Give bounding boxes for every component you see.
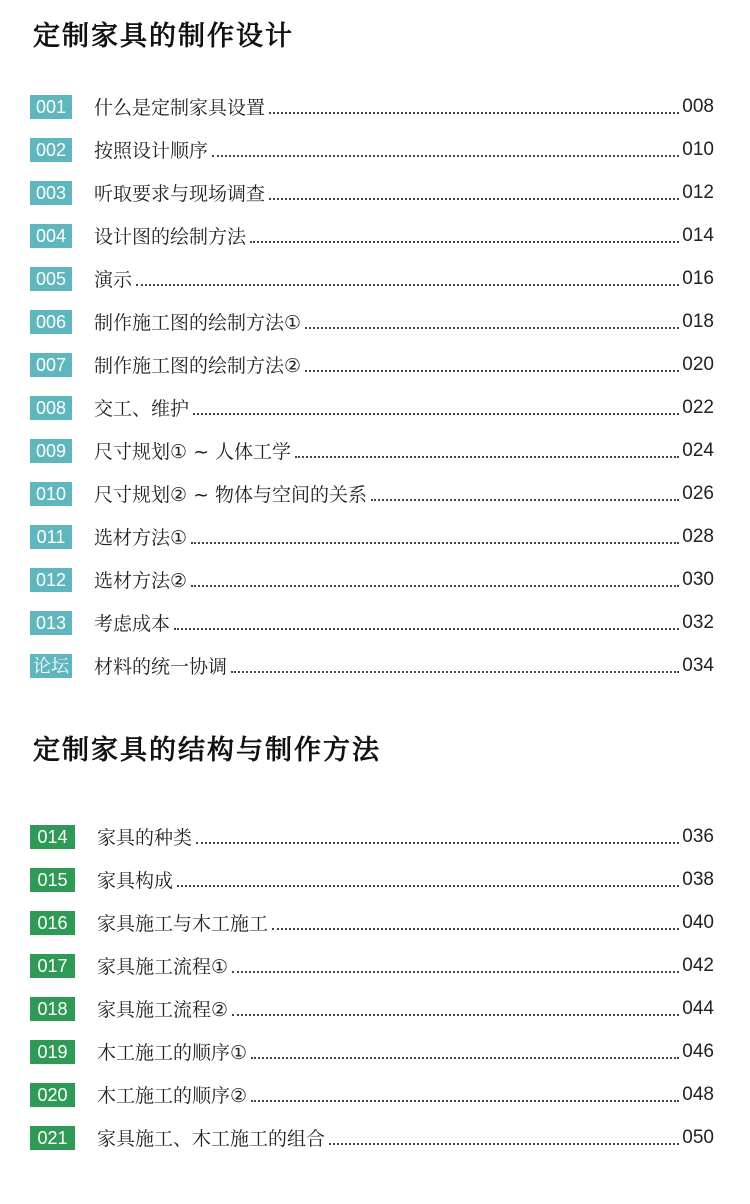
- toc-entry-title[interactable]: 家具施工流程①: [97, 956, 229, 978]
- page-number[interactable]: 030: [682, 568, 714, 590]
- chapter-number-badge: 011: [30, 525, 72, 549]
- page-number[interactable]: 010: [682, 138, 714, 160]
- page-number[interactable]: 042: [682, 954, 714, 976]
- dot-leader: [251, 1100, 679, 1102]
- page-number[interactable]: 048: [682, 1083, 714, 1105]
- toc-entry[interactable]: [30, 128, 714, 171]
- chapter-number-badge: 018: [30, 997, 75, 1021]
- chapter-number-badge: 003: [30, 181, 72, 205]
- toc-entry-title[interactable]: 尺寸规划② ~ 物体与空间的关系: [94, 484, 368, 506]
- dot-leader: [272, 928, 679, 930]
- dot-leader: [295, 456, 679, 458]
- toc-entry[interactable]: [30, 858, 714, 901]
- page-number[interactable]: 026: [682, 482, 714, 504]
- page-number[interactable]: 034: [682, 654, 714, 676]
- toc-entry[interactable]: [30, 257, 714, 300]
- dot-leader: [305, 327, 679, 329]
- page-number[interactable]: 046: [682, 1040, 714, 1062]
- page-number[interactable]: 036: [682, 825, 714, 847]
- dot-leader: [212, 155, 679, 157]
- toc-entry[interactable]: [30, 343, 714, 386]
- toc-entry[interactable]: [30, 815, 714, 858]
- dot-leader: [232, 1014, 679, 1016]
- page-number[interactable]: 014: [682, 224, 714, 246]
- section-1-title: 定制家具的制作设计: [33, 21, 294, 52]
- chapter-number-badge: 012: [30, 568, 72, 592]
- toc-entry-title[interactable]: 选材方法②: [94, 570, 188, 592]
- chapter-number-badge: 021: [30, 1126, 75, 1150]
- toc-section-2: [30, 815, 714, 1159]
- page-number[interactable]: 040: [682, 911, 714, 933]
- page-number[interactable]: 024: [682, 439, 714, 461]
- dot-leader: [269, 112, 679, 114]
- toc-entry-title[interactable]: 按照设计顺序: [94, 140, 209, 162]
- toc-section-1: [30, 85, 714, 687]
- dot-leader: [231, 671, 679, 673]
- toc-entry-title[interactable]: 演示: [94, 269, 133, 291]
- toc-entry[interactable]: [30, 1073, 714, 1116]
- dot-leader: [191, 542, 679, 544]
- page-number[interactable]: 050: [682, 1126, 714, 1148]
- dot-leader: [191, 585, 679, 587]
- chapter-number-badge: 007: [30, 353, 72, 377]
- toc-entry[interactable]: [30, 601, 714, 644]
- toc-entry-title[interactable]: 考虑成本: [94, 613, 171, 635]
- toc-entry[interactable]: [30, 386, 714, 429]
- chapter-number-badge: 008: [30, 396, 72, 420]
- toc-entry-title[interactable]: 材料的统一协调: [94, 656, 228, 678]
- dot-leader: [250, 241, 679, 243]
- toc-entry-title[interactable]: 木工施工的顺序②: [97, 1085, 248, 1107]
- toc-entry-title[interactable]: 家具的种类: [97, 827, 193, 849]
- chapter-number-badge: 017: [30, 954, 75, 978]
- chapter-number-badge: 005: [30, 267, 72, 291]
- toc-entry[interactable]: [30, 300, 714, 343]
- toc-entry-title[interactable]: 选材方法①: [94, 527, 188, 549]
- toc-entry-title[interactable]: 家具施工与木工施工: [97, 913, 269, 935]
- page-number[interactable]: 028: [682, 525, 714, 547]
- toc-entry-title[interactable]: 交工、维护: [94, 398, 190, 420]
- chapter-number-badge: 020: [30, 1083, 75, 1107]
- dot-leader: [177, 885, 679, 887]
- dot-leader: [371, 499, 679, 501]
- chapter-number-badge: 013: [30, 611, 72, 635]
- chapter-number-badge: 014: [30, 825, 75, 849]
- dot-leader: [232, 971, 679, 973]
- chapter-number-badge: 002: [30, 138, 72, 162]
- dot-leader: [196, 842, 679, 844]
- page-number[interactable]: 016: [682, 267, 714, 289]
- chapter-number-badge: 015: [30, 868, 75, 892]
- page-number[interactable]: 038: [682, 868, 714, 890]
- toc-entry[interactable]: [30, 472, 714, 515]
- toc-entry[interactable]: [30, 987, 714, 1030]
- page-number[interactable]: 012: [682, 181, 714, 203]
- dot-leader: [193, 413, 679, 415]
- chapter-number-badge: 论坛: [30, 654, 72, 678]
- toc-entry-title[interactable]: 制作施工图的绘制方法①: [94, 312, 302, 334]
- toc-entry-title[interactable]: 木工施工的顺序①: [97, 1042, 248, 1064]
- chapter-number-badge: 016: [30, 911, 75, 935]
- dot-leader: [136, 284, 679, 286]
- chapter-number-badge: 019: [30, 1040, 75, 1064]
- toc-entry[interactable]: [30, 515, 714, 558]
- toc-entry[interactable]: [30, 644, 714, 687]
- page-number[interactable]: 020: [682, 353, 714, 375]
- toc-entry-title[interactable]: 听取要求与现场调查: [94, 183, 266, 205]
- toc-entry[interactable]: [30, 944, 714, 987]
- page-number[interactable]: 018: [682, 310, 714, 332]
- toc-entry[interactable]: [30, 1030, 714, 1073]
- toc-entry[interactable]: [30, 1116, 714, 1159]
- section-2-title: 定制家具的结构与制作方法: [33, 735, 381, 766]
- toc-entry[interactable]: [30, 214, 714, 257]
- page-number[interactable]: 044: [682, 997, 714, 1019]
- dot-leader: [174, 628, 679, 630]
- page-number[interactable]: 022: [682, 396, 714, 418]
- dot-leader: [251, 1057, 679, 1059]
- dot-leader: [269, 198, 679, 200]
- toc-entry-title[interactable]: 什么是定制家具设置: [94, 97, 266, 119]
- toc-entry[interactable]: [30, 85, 714, 128]
- toc-entry-title[interactable]: 设计图的绘制方法: [94, 226, 247, 248]
- chapter-number-badge: 009: [30, 439, 72, 463]
- toc-entry-title[interactable]: 家具构成: [97, 870, 174, 892]
- page-number[interactable]: 032: [682, 611, 714, 633]
- chapter-number-badge: 010: [30, 482, 72, 506]
- toc-entry-title[interactable]: 制作施工图的绘制方法②: [94, 355, 302, 377]
- dot-leader: [329, 1143, 679, 1145]
- chapter-number-badge: 001: [30, 95, 72, 119]
- toc-entry-title[interactable]: 家具施工流程②: [97, 999, 229, 1021]
- dot-leader: [305, 370, 679, 372]
- toc-entry[interactable]: [30, 429, 714, 472]
- toc-entry[interactable]: [30, 558, 714, 601]
- toc-entry-title[interactable]: 尺寸规划① ~ 人体工学: [94, 441, 292, 463]
- chapter-number-badge: 004: [30, 224, 72, 248]
- toc-entry[interactable]: [30, 901, 714, 944]
- toc-entry-title[interactable]: 家具施工、木工施工的组合: [97, 1128, 326, 1150]
- chapter-number-badge: 006: [30, 310, 72, 334]
- page-number[interactable]: 008: [682, 95, 714, 117]
- toc-entry[interactable]: [30, 171, 714, 214]
